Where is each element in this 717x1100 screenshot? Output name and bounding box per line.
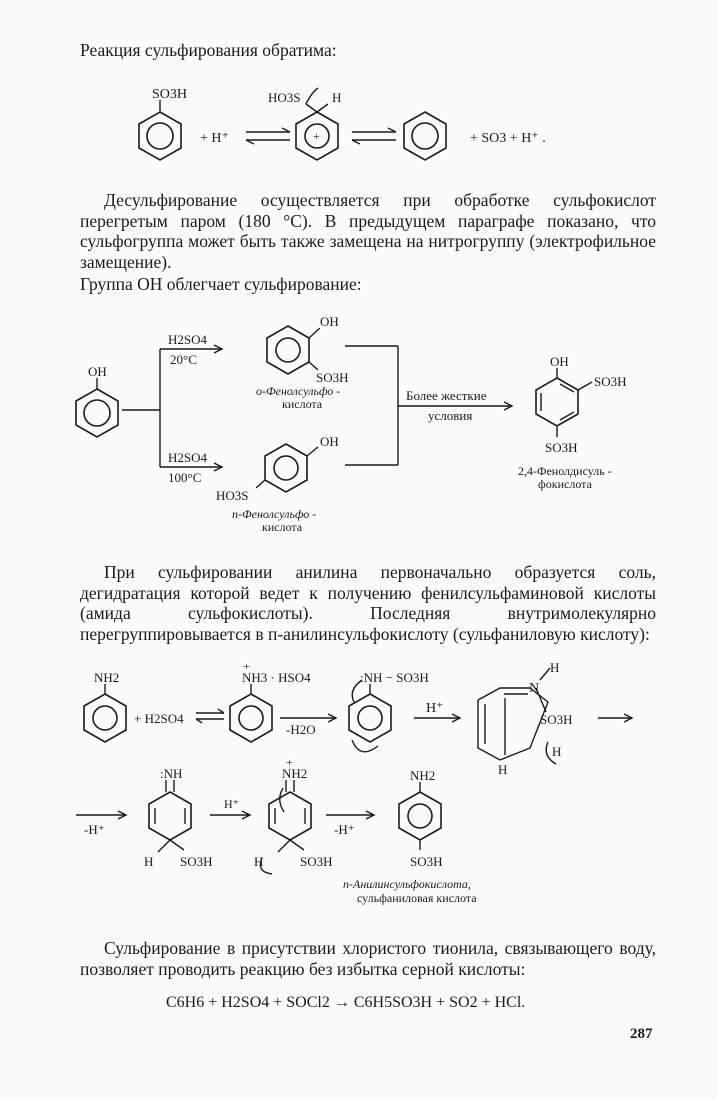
protonation-arrow-2 <box>210 811 250 819</box>
ortho-name-1: о-Фенолсульфо - <box>256 384 341 398</box>
h-label: H <box>332 90 342 105</box>
bridge-n: N <box>529 681 540 696</box>
minus-hplus-2: -H⁺ <box>334 822 355 837</box>
aniline-nh2: NH2 <box>94 670 120 685</box>
phenylsulfamic-acid <box>349 670 429 752</box>
page-number: 287 <box>630 1026 653 1042</box>
section-heading: Реакция сульфирования обратима: <box>80 40 337 60</box>
plus-h2so4: + H2SO4 <box>134 711 184 726</box>
para-oh: OH <box>320 434 339 449</box>
iminium-intermediate <box>254 755 333 874</box>
plus-h-label: + H⁺ <box>200 131 229 146</box>
reagent-bottom: H2SO4 <box>168 450 208 465</box>
ortho-oh: OH <box>320 314 339 329</box>
nh-so3h: :NH − SO3H <box>360 670 429 685</box>
prod-name-1: 2,4-Фенолдисуль - <box>518 464 612 478</box>
imine-h: H <box>144 854 154 869</box>
merge-lines <box>345 346 512 465</box>
so3h-label: SO3H <box>152 87 188 102</box>
benzenesulfonic-acid <box>139 87 187 160</box>
cyclohexadienimine <box>144 766 213 869</box>
temp-bottom: 100°C <box>168 470 202 485</box>
so3h-mid: SO3H <box>300 854 333 869</box>
bridge-h: H <box>550 660 560 675</box>
final-equation: C6H6 + H2SO4 + SOCl2 → C6H5SO3H + SO2 + HCl. <box>166 994 526 1011</box>
plus-charge: + <box>313 129 320 143</box>
para-name-2: кислота <box>262 520 303 534</box>
conditions-2: условия <box>428 408 473 423</box>
bridged-intermediate <box>478 660 573 777</box>
h-plus-1: H⁺ <box>426 701 444 716</box>
paragraph-oh-group: Группа OH облегчает сульфирование: <box>80 274 362 294</box>
phenol <box>76 364 118 437</box>
para-phenolsulfonic-acid <box>216 434 339 534</box>
salt-label: NH3 · HSO4 <box>242 670 311 685</box>
ortho-so3h: SO3H <box>316 370 349 385</box>
para-name-1: п-Фенолсульфо - <box>232 507 317 521</box>
phenoldisulfonic-acid <box>518 354 627 491</box>
continue-arrow <box>598 714 632 722</box>
aniline <box>84 670 126 742</box>
para-ho3s: HO3S <box>216 488 249 503</box>
sulfanilic-acid <box>343 768 477 905</box>
prod-oh: OH <box>550 354 569 369</box>
final-so3h: SO3H <box>410 854 443 869</box>
dehydration-arrow <box>280 714 336 722</box>
reagent-top: H2SO4 <box>168 332 208 347</box>
deprotonation-arrow-2 <box>326 811 374 819</box>
ho3s-label: HO3S <box>268 90 301 105</box>
bridge-so3h: SO3H <box>540 712 573 727</box>
imine-so3h: SO3H <box>180 854 213 869</box>
ortho-name-2: кислота <box>282 397 323 411</box>
bridge-h2: H <box>552 744 562 759</box>
final-name-2: сульфаниловая кислота <box>357 891 477 905</box>
paragraph-desulfonation: Десульфирование осуществляется при обработке сульфокислот перегретым паром (180 °C). В предыдущем параграфе показано, что сульфогруппа может быть также замещена на нитрогруппу (электрофильное замещение). <box>80 190 656 272</box>
paragraph-thionyl: Сульфирование в присутствии хлористого тионила, связывающего воду, позволяет проводить реакцию без избытка серной кислоты: <box>80 938 656 979</box>
deprotonation-arrow-1 <box>76 811 126 819</box>
bridge-h3: H <box>498 762 508 777</box>
ortho-phenolsulfonic-acid <box>256 314 349 411</box>
products-label: + SO3 + H⁺ . <box>470 131 546 146</box>
benzene <box>404 112 446 160</box>
h-mid: H <box>254 854 264 869</box>
nh2-plus: NH2 <box>282 766 308 781</box>
phenol-oh: OH <box>88 364 107 379</box>
h-plus-2: H⁺ <box>224 797 239 811</box>
salt-plus: + <box>243 659 250 673</box>
prod-so3h-2: SO3H <box>545 440 578 455</box>
conditions-1: Более жесткие <box>406 388 487 403</box>
minus-hplus-1: -H⁺ <box>84 822 105 837</box>
prod-so3h-1: SO3H <box>594 374 627 389</box>
paragraph-aniline: При сульфировании анилина первоначально образуется соль, дегидратация которой ведет к получению фенилсульфаминовой кислоты (амида сульфокислоты). Последняя внутримолекулярно перегруппировывается в п-анилинсульфокислоту (сульфаниловую кислоту): <box>80 562 656 644</box>
equilibrium-arrows-3 <box>196 709 224 723</box>
nh2-plus-sign: + <box>286 755 293 769</box>
final-nh2: NH2 <box>410 768 436 783</box>
equilibrium-arrows-1 <box>246 128 290 144</box>
imine-nh: :NH <box>160 766 183 781</box>
final-name-1: п-Анилинсульфокислота, <box>343 877 471 891</box>
sigma-complex <box>268 88 341 160</box>
prod-name-2: фокислота <box>538 477 592 491</box>
equilibrium-arrows-2 <box>352 128 396 144</box>
temp-top: 20°C <box>170 352 197 367</box>
minus-h2o: -H2O <box>286 722 316 737</box>
